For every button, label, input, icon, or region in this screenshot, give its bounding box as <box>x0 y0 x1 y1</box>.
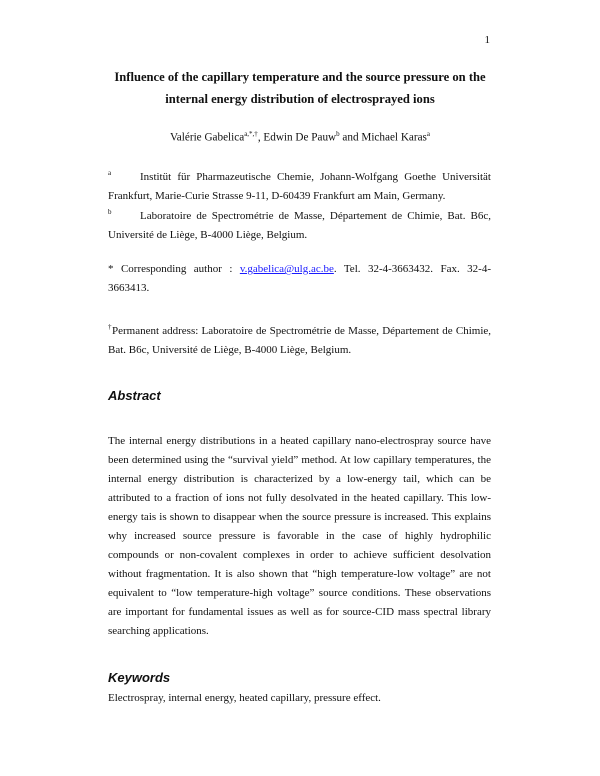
keywords-text: Electrospray, internal energy, heated capillary, pressure effect. <box>108 692 381 704</box>
affiliation-mark: b <box>108 208 112 216</box>
affiliation-a <box>108 164 491 206</box>
corresponding-contact: . Tel. 32-4-3663432. Fax. 32-4-3663413. <box>108 263 491 294</box>
author-superscript: a,*,† <box>244 130 258 138</box>
keywords-heading: Keywords <box>108 670 171 685</box>
author-superscript: a <box>426 130 431 138</box>
author-name: Edwin De Pauw <box>263 131 337 144</box>
paper-title: Influence of the capillary temperature and the source pressure on the internal energy distribution of electrosprayed ions <box>114 70 486 106</box>
affiliation-text: Institüt für Pharmazeutische Chemie, Johann-Wolfgang Goethe Universität Frankfurt, Marie-Curie Strasse 9-11, D-60439 Frankfurt am Main, Germany. <box>108 171 491 202</box>
corresponding-prefix: * Corresponding author : <box>108 263 240 275</box>
dagger-mark: † <box>108 323 112 331</box>
author-list <box>96 130 504 144</box>
page-number: 1 <box>484 34 490 46</box>
affiliation-b <box>108 203 491 245</box>
abstract-text: The internal energy distributions in a heated capillary nano-electrospray source have been determined using the “survival yield” method. At low capillary temperatures, the internal energy distribution is characterized by a low-energy tail, which can be attributed to a fraction of ions not fully desolvated in the heated capillary. This low-energy tais is shown to disappear when the source pressure is increased. This explains why increased source pressure is favorable in the case of highly hydrophilic compounds or non-covalent complexes in order to achieve sufficient desolvation without fragmentation. It is also shown that “high temperature-low voltage” are not equivalent to “low temperature-high voltage” source conditions. These observations are important for fundamental issues as well as for source-CID mass spectral library searching applications. <box>108 435 491 637</box>
affiliation-mark: a <box>108 169 112 177</box>
author-separator: and <box>339 131 362 144</box>
author-separator: , <box>257 131 264 144</box>
corresponding-author <box>108 260 491 298</box>
permanent-address-text: Permanent address: Laboratoire de Spectrométrie de Masse, Département de Chimie, Bat. B6c, Université de Liège, B-4000 Liège, Belgium. <box>108 325 492 356</box>
abstract-heading: Abstract <box>108 388 161 403</box>
author-superscript: b <box>336 130 340 138</box>
author-name: Michael Karas <box>361 131 427 144</box>
email-link[interactable]: v.gabelica@ulg.ac.be <box>239 263 334 275</box>
affiliation-text: Laboratoire de Spectrométrie de Masse, Département de Chimie, Bat. B6c, Université de Liège, B-4000 Liège, Belgium. <box>108 210 491 241</box>
permanent-address <box>108 318 491 360</box>
author-name: Valérie Gabelica <box>169 131 245 144</box>
